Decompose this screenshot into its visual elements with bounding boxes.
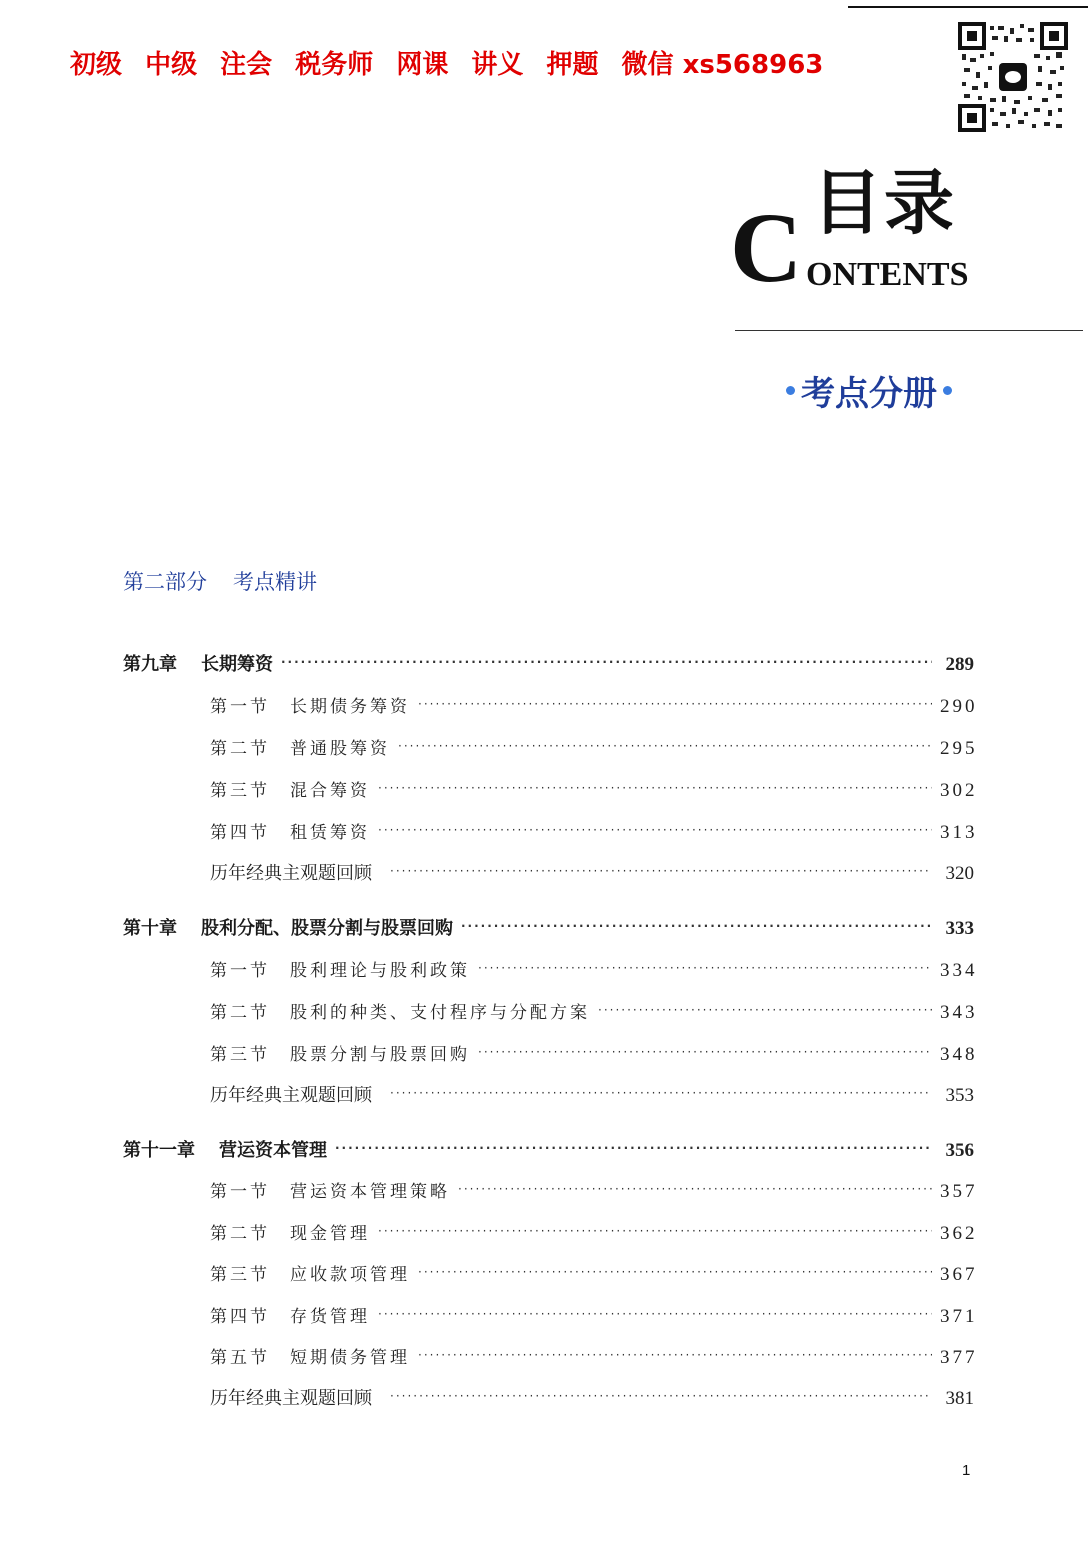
toc-chapter[interactable]	[123, 1136, 974, 1162]
volume-label-text: 考点分册	[801, 374, 937, 414]
section-number: 第四节	[210, 1307, 270, 1327]
section-number: 第二节	[210, 1003, 270, 1023]
review-title: 历年经典主观题回顾	[210, 863, 372, 884]
section-number: 第一节	[210, 961, 270, 981]
section-number: 第二节	[210, 1224, 270, 1244]
contents-title	[730, 161, 990, 303]
section-title: 普通股筹资	[290, 739, 390, 759]
toc-section[interactable]	[210, 776, 978, 802]
review-title: 历年经典主观题回顾	[210, 1388, 372, 1409]
ad-banner-item: 税务师	[295, 50, 374, 80]
dot-leader	[478, 1045, 932, 1059]
ad-banner-item: 押题	[546, 50, 599, 80]
page-ref: 333	[945, 918, 974, 939]
chapter-title: 营运资本管理	[219, 1140, 327, 1161]
dot-leader	[390, 1389, 932, 1403]
section-title: 存货管理	[290, 1307, 370, 1327]
toc-review[interactable]	[210, 859, 974, 885]
ad-banner-contact: 微信 xs568963	[621, 50, 824, 80]
toc-section[interactable]	[210, 1302, 978, 1328]
toc-section[interactable]	[210, 1040, 978, 1066]
page-number: 1	[962, 1462, 971, 1479]
bullet-dot-icon	[786, 386, 795, 395]
page-ref: 356	[945, 1140, 974, 1161]
page-ref: 371	[940, 1306, 978, 1327]
dot-leader	[598, 1003, 932, 1017]
section-title: 营运资本管理策略	[290, 1182, 450, 1202]
page-ref: 348	[940, 1044, 978, 1065]
page-ref: 320	[945, 863, 974, 884]
page-ref: 334	[940, 960, 978, 981]
qr-code	[958, 22, 1068, 132]
section-number: 第五节	[210, 1348, 270, 1368]
section-title: 短期债务管理	[290, 1348, 410, 1368]
dot-leader	[398, 739, 932, 753]
section-title: 混合筹资	[290, 781, 370, 801]
dot-leader	[461, 919, 932, 933]
title-english: ONTENTS	[806, 256, 969, 293]
section-title: 长期债务筹资	[290, 697, 410, 717]
dot-leader	[335, 1141, 932, 1155]
section-title: 租赁筹资	[290, 823, 370, 843]
toc-section[interactable]	[210, 998, 978, 1024]
ad-banner-item: 注会	[220, 50, 273, 80]
part-number: 第二部分	[123, 570, 207, 594]
page-ref: 313	[940, 822, 978, 843]
toc-section[interactable]	[210, 734, 978, 760]
part-heading	[123, 566, 317, 596]
title-divider	[735, 330, 1083, 331]
review-title: 历年经典主观题回顾	[210, 1085, 372, 1106]
section-number: 第三节	[210, 781, 270, 801]
ad-banner-item: 中级	[145, 50, 198, 80]
section-title: 现金管理	[290, 1224, 370, 1244]
section-title: 股利的种类、支付程序与分配方案	[290, 1003, 590, 1023]
section-number: 第三节	[210, 1265, 270, 1285]
top-border-rule	[848, 6, 1088, 8]
dot-leader	[478, 961, 932, 975]
dot-leader	[281, 655, 932, 669]
dot-leader	[418, 1348, 932, 1362]
toc-review[interactable]	[210, 1384, 974, 1410]
page-ref: 302	[940, 780, 978, 801]
dot-leader	[458, 1182, 932, 1196]
chapter-title: 长期筹资	[201, 654, 273, 675]
toc-section[interactable]	[210, 1260, 978, 1286]
toc-section[interactable]	[210, 956, 978, 982]
section-title: 股票分割与股票回购	[290, 1045, 470, 1065]
toc-chapter[interactable]	[123, 914, 974, 940]
dot-leader	[378, 1307, 932, 1321]
section-number: 第二节	[210, 739, 270, 759]
page-ref: 381	[945, 1388, 974, 1409]
section-number: 第一节	[210, 697, 270, 717]
volume-label	[780, 366, 958, 415]
bullet-dot-icon	[943, 386, 952, 395]
toc-chapter[interactable]	[123, 650, 974, 676]
chapter-number: 第十章	[123, 918, 177, 939]
page-ref: 290	[940, 696, 978, 717]
title-chinese: 目录	[812, 161, 956, 244]
part-title: 考点精讲	[233, 570, 317, 594]
page-ref: 377	[940, 1347, 978, 1368]
wechat-icon	[999, 63, 1027, 91]
dot-leader	[378, 781, 932, 795]
page-ref: 362	[940, 1223, 978, 1244]
section-number: 第一节	[210, 1182, 270, 1202]
toc-section[interactable]	[210, 692, 978, 718]
page-ref: 357	[940, 1181, 978, 1202]
title-big-letter: C	[730, 192, 803, 303]
section-title: 股利理论与股利政策	[290, 961, 470, 981]
page-ref: 367	[940, 1264, 978, 1285]
page-ref: 295	[940, 738, 978, 759]
page-ref: 343	[940, 1002, 978, 1023]
toc-section[interactable]	[210, 1177, 978, 1203]
page-ref: 289	[945, 654, 974, 675]
section-number: 第四节	[210, 823, 270, 843]
toc-review[interactable]	[210, 1081, 974, 1107]
dot-leader	[390, 1086, 932, 1100]
section-number: 第三节	[210, 1045, 270, 1065]
section-title: 应收款项管理	[290, 1265, 410, 1285]
page-ref: 353	[945, 1085, 974, 1106]
toc-section[interactable]	[210, 1219, 978, 1245]
ad-banner-item: 网课	[396, 50, 449, 80]
dot-leader	[378, 823, 932, 837]
dot-leader	[418, 1265, 932, 1279]
toc-section[interactable]	[210, 1343, 978, 1369]
dot-leader	[418, 697, 932, 711]
ad-banner	[70, 44, 837, 81]
ad-banner-item: 讲义	[471, 50, 524, 80]
dot-leader	[390, 864, 932, 878]
chapter-number: 第十一章	[123, 1140, 195, 1161]
toc-section[interactable]	[210, 818, 978, 844]
chapter-title: 股利分配、股票分割与股票回购	[201, 918, 453, 939]
chapter-number: 第九章	[123, 654, 177, 675]
ad-banner-item: 初级	[70, 50, 123, 80]
dot-leader	[378, 1224, 932, 1238]
